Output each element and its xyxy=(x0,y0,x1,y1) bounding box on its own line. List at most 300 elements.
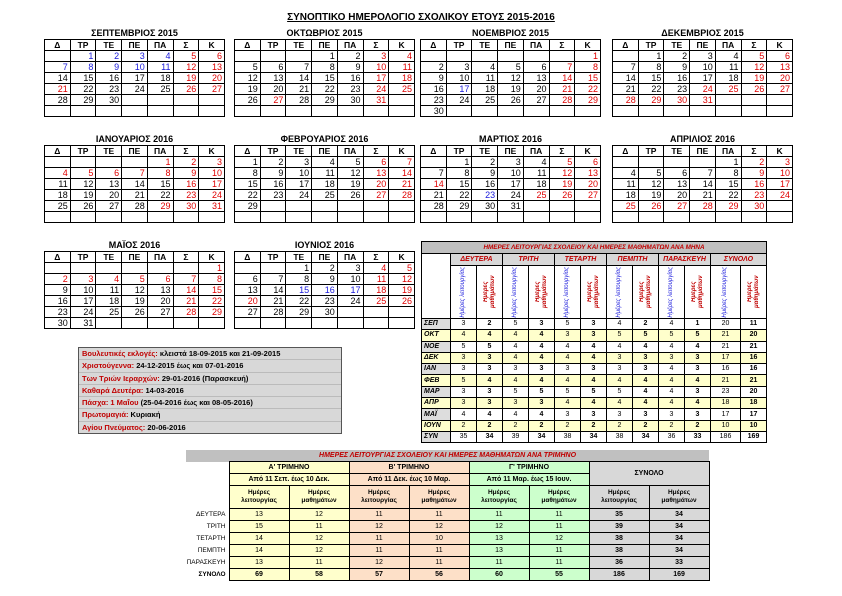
day-cell xyxy=(70,212,96,223)
monthly-value: 4 xyxy=(503,341,529,352)
day-cell: 17 xyxy=(446,84,472,95)
trimester-value: 11 xyxy=(409,557,469,569)
day-cell: 19 xyxy=(235,84,261,95)
day-cell: 14 xyxy=(122,179,148,190)
day-cell: 27 xyxy=(260,95,286,106)
weekday-header: ΤΡ xyxy=(70,252,96,263)
day-cell: 19 xyxy=(638,190,664,201)
day-cell: 2 xyxy=(472,157,498,168)
note-label: Πρωτομαγιά: xyxy=(82,410,129,420)
day-cell: 12 xyxy=(235,73,261,84)
day-cell: 5 xyxy=(337,157,363,168)
day-cell xyxy=(523,51,549,62)
day-cell: 18 xyxy=(715,73,741,84)
operation-days-header: Ημέρες λειτουργίας xyxy=(722,266,728,318)
day-cell: 13 xyxy=(363,168,389,179)
trimester-value: 11 xyxy=(469,509,529,521)
day-cell: 16 xyxy=(96,73,122,84)
day-cell: 28 xyxy=(690,201,716,212)
monthly-value: 5 xyxy=(503,319,529,330)
day-cell: 5 xyxy=(70,168,96,179)
day-cell: 2 xyxy=(45,274,71,285)
day-cell: 1 xyxy=(199,263,225,274)
lesson-days-header: Ημέρες μαθημάτων xyxy=(690,275,704,309)
monthly-value: 4 xyxy=(659,375,685,386)
day-cell: 16 xyxy=(45,296,71,307)
day-cell: 16 xyxy=(741,179,767,190)
month-calendar xyxy=(420,28,601,117)
day-cell: 10 xyxy=(199,168,225,179)
note-label: Των Τριών Ιεραρχών: xyxy=(82,373,160,383)
day-cell: 7 xyxy=(613,62,639,73)
day-cell: 18 xyxy=(613,190,639,201)
trimester-value: 10 xyxy=(409,533,469,545)
note-line xyxy=(79,385,341,397)
day-cell: 30 xyxy=(741,201,767,212)
month-calendar xyxy=(612,134,793,223)
month-name: ΟΚΤΩΒΡΙΟΣ 2015 xyxy=(286,28,363,38)
monthly-days-table xyxy=(421,241,767,443)
day-cell: 20 xyxy=(199,73,225,84)
operation-days-header: Ημέρες λειτουργίας xyxy=(616,266,622,318)
day-cell xyxy=(715,106,741,117)
holidays-notes xyxy=(78,347,342,434)
day-cell: 18 xyxy=(96,296,122,307)
day-cell xyxy=(312,201,338,212)
day-cell: 1 xyxy=(312,51,338,62)
day-cell: 14 xyxy=(549,73,575,84)
day-cell: 11 xyxy=(613,179,639,190)
day-cell: 28 xyxy=(389,190,415,201)
day-cell: 22 xyxy=(446,190,472,201)
day-cell: 18 xyxy=(147,73,173,84)
day-cell: 11 xyxy=(715,62,741,73)
day-cell: 11 xyxy=(472,73,498,84)
trimester-value: 12 xyxy=(349,557,409,569)
day-cell: 8 xyxy=(199,274,225,285)
day-cell: 23 xyxy=(664,84,690,95)
monthly-value: 4 xyxy=(659,319,685,330)
day-cell: 9 xyxy=(173,168,199,179)
monthly-value: 34 xyxy=(529,431,555,442)
monthly-value: 2 xyxy=(477,319,503,330)
monthly-value: 4 xyxy=(477,330,503,341)
day-cell: 13 xyxy=(235,285,261,296)
day-cell xyxy=(260,106,286,117)
day-cell: 16 xyxy=(260,179,286,190)
day-cell: 21 xyxy=(421,190,447,201)
day-cell: 9 xyxy=(664,62,690,73)
day-cell: 30 xyxy=(664,95,690,106)
day-cell: 18 xyxy=(363,285,389,296)
monthly-value: 4 xyxy=(529,341,555,352)
day-cell xyxy=(575,106,601,117)
day-cell: 13 xyxy=(147,285,173,296)
monthly-value: 5 xyxy=(659,330,685,341)
day-cell: 5 xyxy=(498,62,524,73)
weekday-column-header: ΤΡΙΤΗ xyxy=(503,254,555,266)
operation-days-header: Ημέρες λειτουργίας xyxy=(564,266,570,318)
day-cell: 30 xyxy=(96,95,122,106)
day-cell: 8 xyxy=(312,62,338,73)
monthly-value: 38 xyxy=(607,431,633,442)
day-cell xyxy=(549,212,575,223)
weekday-header: Κ xyxy=(575,40,601,51)
day-cell: 20 xyxy=(575,179,601,190)
weekday-header: Σ xyxy=(173,146,199,157)
weekday-header: Σ xyxy=(741,146,767,157)
monthly-value: 2 xyxy=(607,420,633,431)
day-cell: 3 xyxy=(199,157,225,168)
day-cell: 23 xyxy=(173,190,199,201)
note-value: 14-03-2016 xyxy=(143,385,184,395)
day-cell: 19 xyxy=(741,73,767,84)
day-cell xyxy=(122,157,148,168)
day-cell xyxy=(389,95,415,106)
month-label: ΑΠΡ xyxy=(422,398,451,409)
day-cell xyxy=(613,212,639,223)
day-cell xyxy=(260,263,286,274)
trimester-range: Από 11 Σεπ. έως 10 Δεκ. xyxy=(229,474,349,486)
monthly-value: 4 xyxy=(685,341,711,352)
day-cell: 27 xyxy=(235,307,261,318)
monthly-value: 10 xyxy=(741,420,767,431)
monthly-value: 3 xyxy=(659,409,685,420)
weekday-header: ΠΕ xyxy=(312,252,338,263)
day-cell: 7 xyxy=(260,274,286,285)
day-cell xyxy=(575,201,601,212)
monthly-value: 4 xyxy=(685,375,711,386)
weekday-header: ΤΕ xyxy=(472,146,498,157)
trimester-value: 13 xyxy=(469,533,529,545)
note-line xyxy=(79,397,341,409)
day-cell: 26 xyxy=(498,95,524,106)
day-cell: 11 xyxy=(45,179,71,190)
day-cell: 30 xyxy=(337,95,363,106)
weekday-header: Σ xyxy=(173,252,199,263)
day-cell: 16 xyxy=(421,84,447,95)
monthly-value: 4 xyxy=(633,386,659,397)
monthly-value: 3 xyxy=(529,398,555,409)
weekday-header: ΠΕ xyxy=(690,146,716,157)
day-cell xyxy=(472,51,498,62)
monthly-value: 5 xyxy=(555,386,581,397)
day-cell: 5 xyxy=(389,263,415,274)
day-cell: 14 xyxy=(173,285,199,296)
monthly-value: 3 xyxy=(529,319,555,330)
weekday-header: ΠΕ xyxy=(498,146,524,157)
trimester-value: 13 xyxy=(229,557,289,569)
day-cell xyxy=(446,212,472,223)
day-cell: 25 xyxy=(523,190,549,201)
day-cell: 22 xyxy=(70,84,96,95)
weekday-header: ΤΡ xyxy=(70,146,96,157)
day-cell: 25 xyxy=(715,84,741,95)
day-cell: 24 xyxy=(70,307,96,318)
day-cell xyxy=(312,212,338,223)
weekday-header: Σ xyxy=(363,146,389,157)
day-cell: 23 xyxy=(96,84,122,95)
day-cell: 8 xyxy=(70,62,96,73)
weekday-header: ΤΕ xyxy=(96,40,122,51)
weekday-header: ΠΑ xyxy=(147,252,173,263)
day-cell: 1 xyxy=(147,157,173,168)
day-cell xyxy=(767,95,793,106)
monthly-value: 35 xyxy=(451,431,477,442)
lesson-days-header: Ημέρες μαθημάτων xyxy=(409,486,469,509)
day-cell xyxy=(173,263,199,274)
day-cell: 31 xyxy=(498,201,524,212)
monthly-value: 4 xyxy=(477,375,503,386)
day-cell: 25 xyxy=(96,307,122,318)
note-label: Χριστούγεννα: xyxy=(82,361,135,371)
monthly-value: 4 xyxy=(659,364,685,375)
day-cell: 17 xyxy=(70,296,96,307)
weekday-header: Κ xyxy=(767,40,793,51)
monthly-value: 4 xyxy=(529,375,555,386)
day-cell xyxy=(235,263,261,274)
day-cell: 21 xyxy=(690,190,716,201)
weekday-header: Δ xyxy=(235,40,261,51)
day-cell xyxy=(337,201,363,212)
day-cell: 10 xyxy=(286,168,312,179)
trimester-range: Από 11 Μαρ. έως 15 Ιουν. xyxy=(469,474,589,486)
day-cell xyxy=(472,212,498,223)
monthly-value: 186 xyxy=(711,431,741,442)
weekday-label: ΠΕΜΠΤΗ xyxy=(197,547,226,554)
operation-days-header: Ημέρες λειτουργίας xyxy=(349,486,409,509)
weekday-header: Δ xyxy=(45,40,71,51)
weekday-header: Δ xyxy=(613,40,639,51)
trimester-value: 12 xyxy=(349,521,409,533)
weekday-header: Σ xyxy=(549,146,575,157)
day-cell: 1 xyxy=(286,263,312,274)
monthly-value: 17 xyxy=(711,352,741,363)
day-cell: 13 xyxy=(664,179,690,190)
monthly-value: 3 xyxy=(555,409,581,420)
day-cell: 29 xyxy=(286,307,312,318)
weekday-label: ΤΡΙΤΗ xyxy=(206,523,226,530)
month-calendar xyxy=(234,134,415,223)
day-cell: 19 xyxy=(498,84,524,95)
day-cell: 6 xyxy=(96,168,122,179)
day-cell: 16 xyxy=(312,285,338,296)
day-cell: 23 xyxy=(421,95,447,106)
operation-days-header: Ημέρες λειτουργίας xyxy=(229,486,289,509)
day-cell: 24 xyxy=(767,190,793,201)
trimester-value: 186 xyxy=(589,569,649,581)
monthly-value: 2 xyxy=(659,420,685,431)
day-cell: 2 xyxy=(337,51,363,62)
day-cell: 12 xyxy=(741,62,767,73)
day-cell: 30 xyxy=(421,106,447,117)
weekday-header: ΠΕ xyxy=(122,40,148,51)
monthly-value: 2 xyxy=(685,420,711,431)
trimester-value: 11 xyxy=(469,557,529,569)
monthly-value: 4 xyxy=(581,375,607,386)
day-cell: 17 xyxy=(122,73,148,84)
day-cell: 6 xyxy=(575,157,601,168)
page-title: ΣΥΝΟΠΤΙΚΟ ΗΜΕΡΟΛΟΓΙΟ ΣΧΟΛΙΚΟΥ ΕΤΟΥΣ 2015-2016 xyxy=(287,12,555,23)
monthly-value: 5 xyxy=(633,330,659,341)
day-cell: 28 xyxy=(260,307,286,318)
monthly-value: 38 xyxy=(555,431,581,442)
day-cell xyxy=(337,307,363,318)
day-cell: 24 xyxy=(498,190,524,201)
monthly-value: 3 xyxy=(633,364,659,375)
day-cell: 24 xyxy=(122,84,148,95)
month-label: ΟΚΤ xyxy=(422,330,451,341)
day-cell xyxy=(70,157,96,168)
monthly-value: 3 xyxy=(477,398,503,409)
weekday-header: ΠΕ xyxy=(498,40,524,51)
day-cell: 15 xyxy=(638,73,664,84)
monthly-value: 4 xyxy=(503,409,529,420)
day-cell: 8 xyxy=(638,62,664,73)
day-cell: 3 xyxy=(122,51,148,62)
monthly-value: 4 xyxy=(607,341,633,352)
day-cell xyxy=(173,212,199,223)
monthly-value: 3 xyxy=(477,386,503,397)
day-cell: 26 xyxy=(173,84,199,95)
weekday-header: Κ xyxy=(199,40,225,51)
weekday-header: ΤΕ xyxy=(286,252,312,263)
day-cell: 24 xyxy=(690,84,716,95)
monthly-value: 3 xyxy=(633,409,659,420)
monthly-value: 21 xyxy=(711,375,741,386)
day-cell: 21 xyxy=(613,84,639,95)
monthly-value: 2 xyxy=(581,420,607,431)
day-cell: 2 xyxy=(421,62,447,73)
day-cell xyxy=(45,263,71,274)
monthly-value: 3 xyxy=(685,352,711,363)
weekday-header: ΤΡ xyxy=(446,40,472,51)
weekday-header: Δ xyxy=(421,40,447,51)
note-value: κλειστά 18-09-2015 και 21-09-2015 xyxy=(157,349,281,358)
day-cell: 15 xyxy=(446,179,472,190)
weekday-label: ΣΥΝΟΛΟ xyxy=(198,571,226,578)
day-cell: 5 xyxy=(638,168,664,179)
monthly-value: 169 xyxy=(741,431,767,442)
monthly-value: 21 xyxy=(711,330,741,341)
day-cell: 8 xyxy=(286,274,312,285)
day-cell: 7 xyxy=(389,157,415,168)
day-cell: 26 xyxy=(741,84,767,95)
month-label: ΙΑΝ xyxy=(422,364,451,375)
day-cell: 10 xyxy=(690,62,716,73)
monthly-value: 36 xyxy=(659,431,685,442)
day-cell: 1 xyxy=(235,157,261,168)
day-cell: 6 xyxy=(523,62,549,73)
day-cell xyxy=(96,212,122,223)
day-cell: 2 xyxy=(664,51,690,62)
day-cell: 19 xyxy=(337,179,363,190)
day-cell: 11 xyxy=(96,285,122,296)
monthly-value: 3 xyxy=(451,364,477,375)
trimester-value: 55 xyxy=(529,569,589,581)
monthly-value: 3 xyxy=(451,319,477,330)
monthly-value: 16 xyxy=(711,364,741,375)
day-cell: 4 xyxy=(96,274,122,285)
day-cell: 27 xyxy=(767,84,793,95)
monthly-value: 3 xyxy=(451,398,477,409)
day-cell: 5 xyxy=(235,62,261,73)
day-cell: 9 xyxy=(472,168,498,179)
monthly-value: 21 xyxy=(741,375,767,386)
day-cell xyxy=(389,212,415,223)
day-cell: 7 xyxy=(173,274,199,285)
day-cell xyxy=(664,106,690,117)
weekday-header: ΠΑ xyxy=(337,252,363,263)
monthly-value: 20 xyxy=(711,319,741,330)
trimester-value: 11 xyxy=(289,557,349,569)
day-cell: 28 xyxy=(286,95,312,106)
day-cell: 4 xyxy=(472,62,498,73)
trimester-value: 12 xyxy=(289,545,349,557)
day-cell: 14 xyxy=(613,73,639,84)
monthly-value: 34 xyxy=(633,431,659,442)
day-cell xyxy=(312,318,338,329)
day-cell: 13 xyxy=(199,62,225,73)
month-name: ΑΠΡΙΛΙΟΣ 2016 xyxy=(670,134,735,144)
monthly-table-caption: ΗΜΕΡΕΣ ΛΕΙΤΟΥΡΓΙΑΣ ΣΧΟΛΕΙΟΥ ΚΑΙ ΗΜΕΡΕΣ ΜΑΘΗΜΑΤΩΝ ΑΝΑ ΜΗΝΑ xyxy=(422,242,767,254)
month-name: ΔΕΚΕΜΒΡΙΟΣ 2015 xyxy=(661,28,744,38)
day-cell xyxy=(337,212,363,223)
day-cell: 29 xyxy=(199,307,225,318)
trimester-value: 11 xyxy=(529,521,589,533)
day-cell: 21 xyxy=(260,296,286,307)
day-cell: 1 xyxy=(575,51,601,62)
day-cell xyxy=(472,106,498,117)
day-cell: 14 xyxy=(286,73,312,84)
day-cell xyxy=(613,51,639,62)
month-name: ΜΑΡΤΙΟΣ 2016 xyxy=(479,134,542,144)
day-cell: 8 xyxy=(715,168,741,179)
day-cell: 20 xyxy=(363,179,389,190)
day-cell: 1 xyxy=(446,157,472,168)
day-cell xyxy=(638,106,664,117)
day-cell: 31 xyxy=(70,318,96,329)
day-cell xyxy=(286,106,312,117)
monthly-value: 3 xyxy=(659,352,685,363)
day-cell xyxy=(45,51,71,62)
weekday-header: Δ xyxy=(235,252,261,263)
monthly-value: 39 xyxy=(503,431,529,442)
day-cell: 14 xyxy=(690,179,716,190)
monthly-value: 3 xyxy=(477,364,503,375)
monthly-value: 5 xyxy=(607,330,633,341)
weekday-header: Δ xyxy=(235,146,261,157)
trimester-value: 11 xyxy=(289,521,349,533)
monthly-value: 4 xyxy=(607,375,633,386)
day-cell: 6 xyxy=(260,62,286,73)
day-cell: 14 xyxy=(45,73,71,84)
day-cell: 3 xyxy=(767,157,793,168)
trimester-value: 39 xyxy=(589,521,649,533)
day-cell: 24 xyxy=(286,190,312,201)
day-cell: 17 xyxy=(690,73,716,84)
day-cell: 16 xyxy=(664,73,690,84)
day-cell: 4 xyxy=(312,157,338,168)
day-cell: 29 xyxy=(147,201,173,212)
monthly-value: 4 xyxy=(581,352,607,363)
monthly-value: 5 xyxy=(607,386,633,397)
monthly-value: 4 xyxy=(555,375,581,386)
day-cell: 22 xyxy=(199,296,225,307)
month-name: ΜΑΪΟΣ 2016 xyxy=(108,240,161,250)
day-cell: 7 xyxy=(690,168,716,179)
weekday-header: Κ xyxy=(199,146,225,157)
